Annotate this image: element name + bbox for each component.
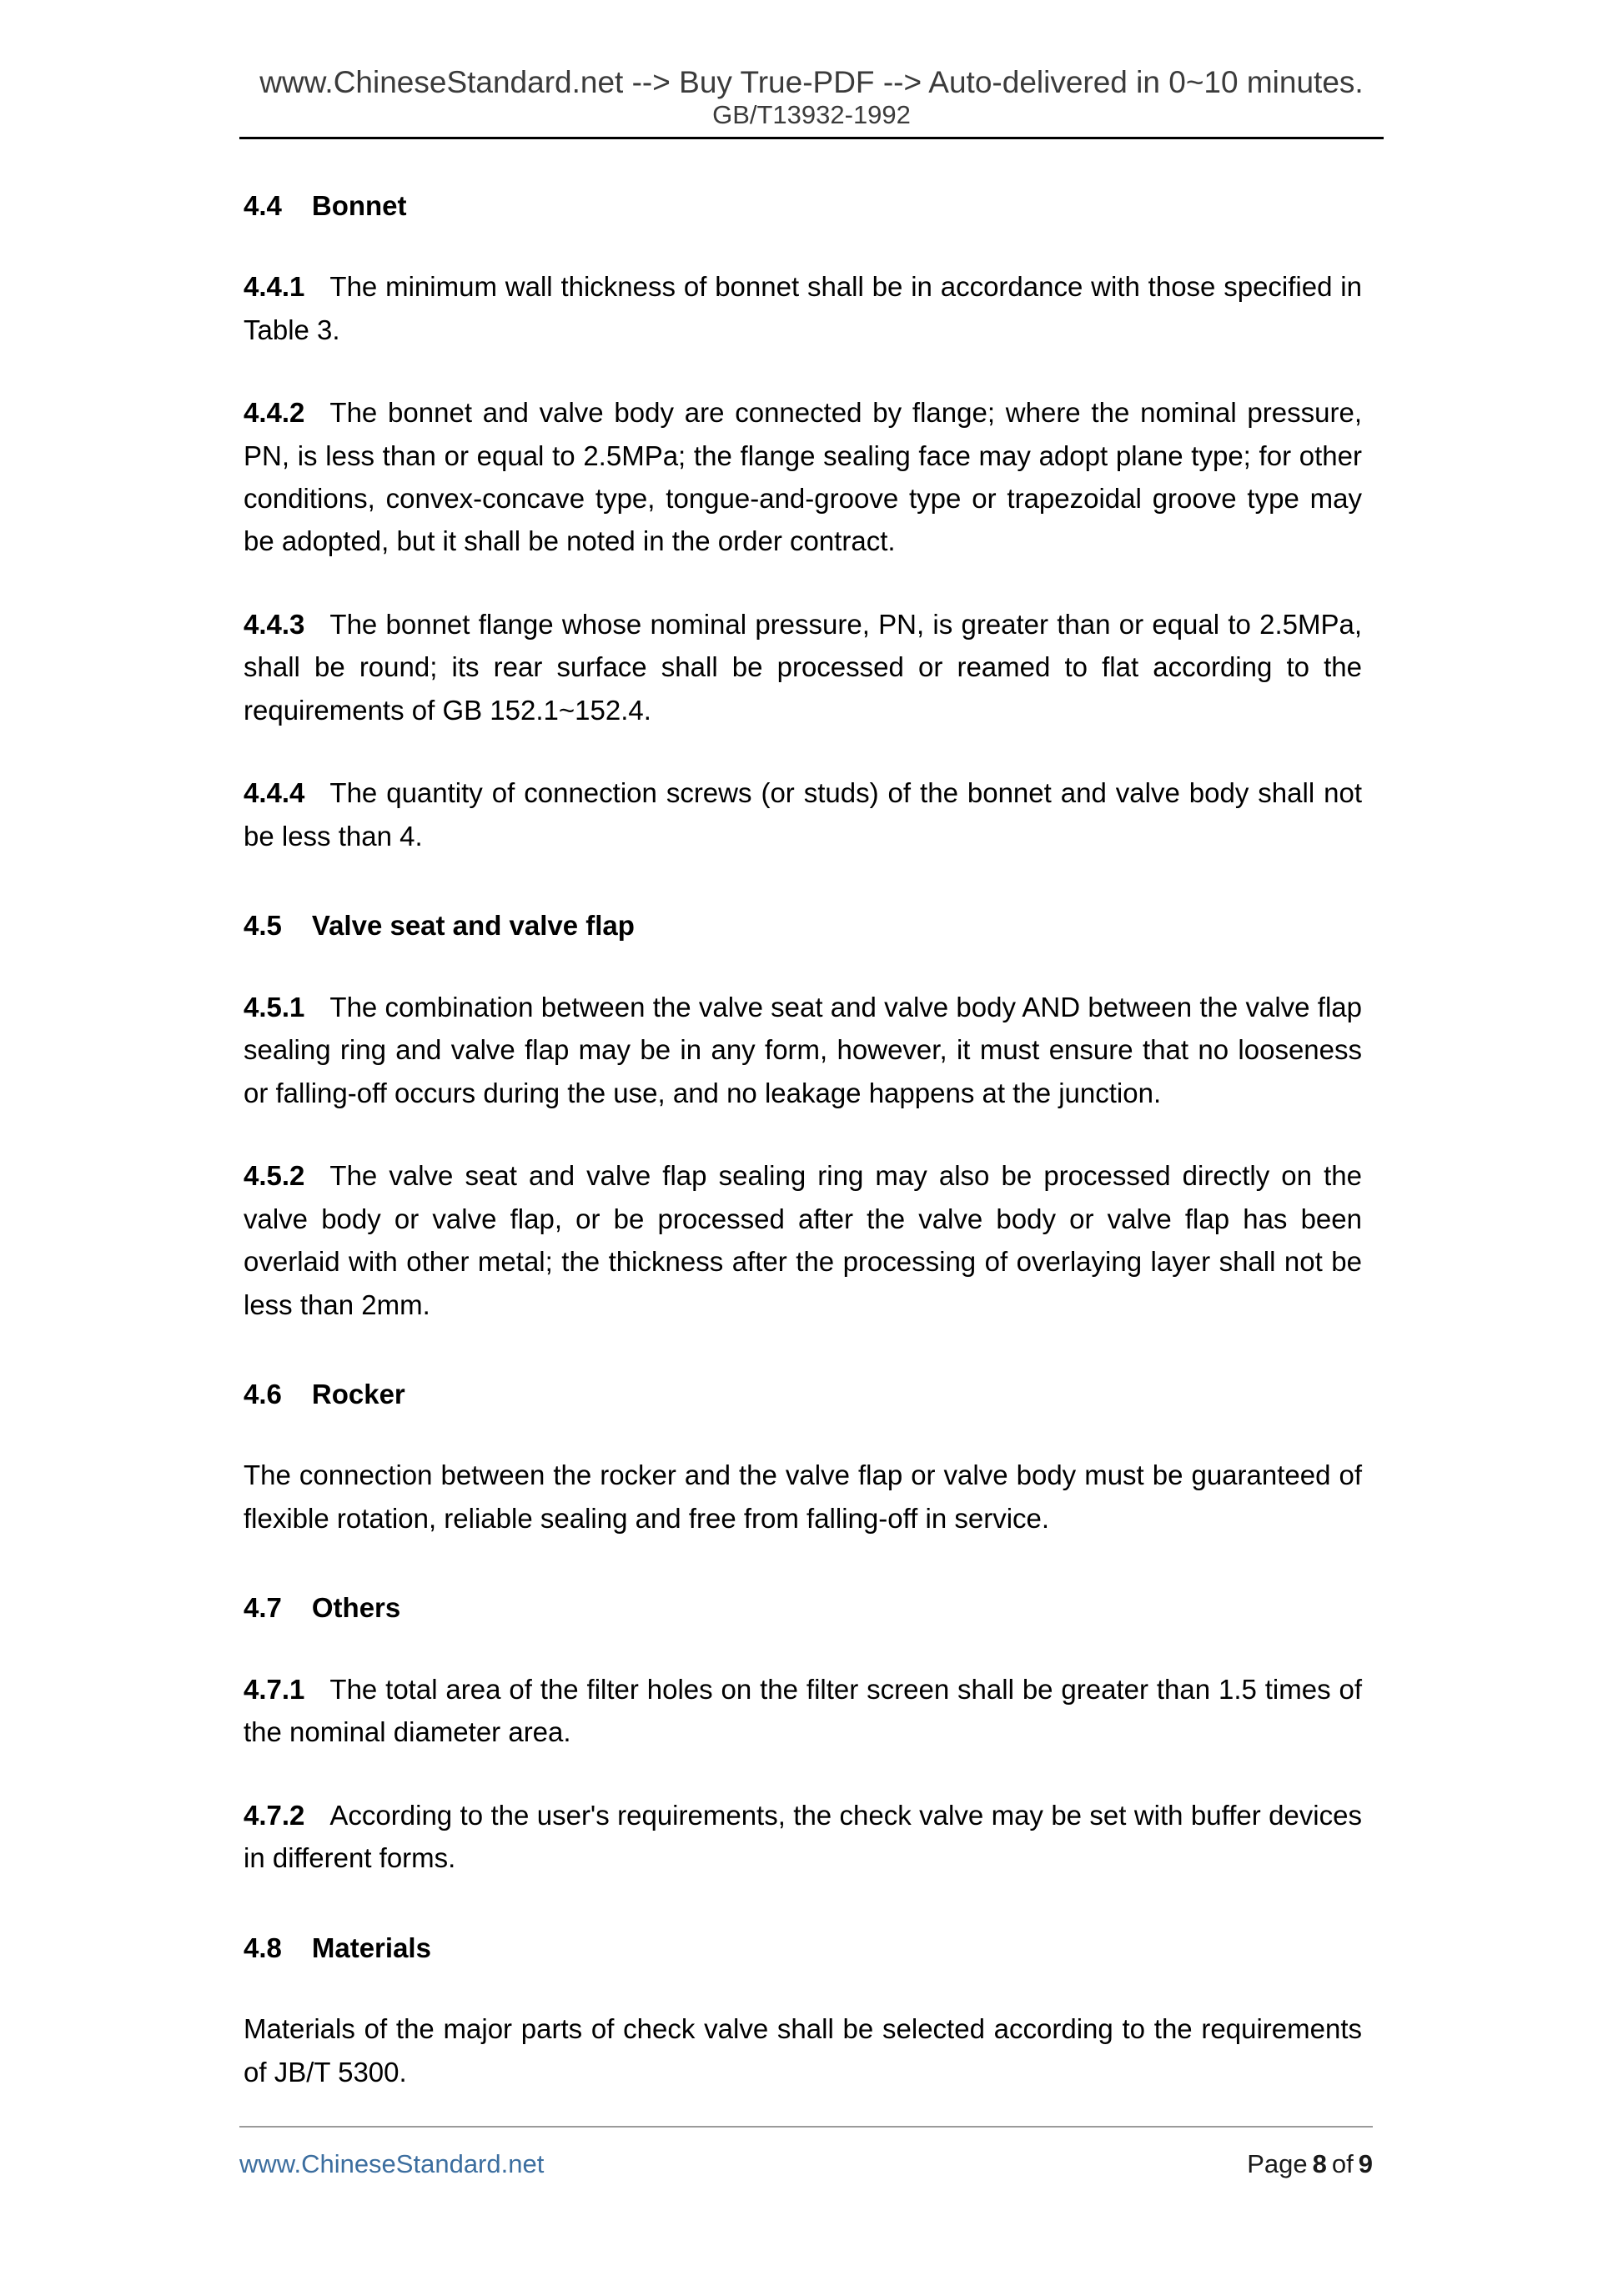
page-header (0, 65, 1623, 139)
page-footer (239, 2126, 1373, 2179)
page-indicator (1247, 2149, 1373, 2179)
clause-paragraph (244, 1154, 1362, 1326)
clause-number: 4.4.2 (244, 397, 305, 429)
clause-text: The bonnet flange whose nominal pressure, PN, is greater than or equal to 2.5MPa, shall be round; its rear surface shall be processed or reamed to flat according to the requirements of GB 152.1~152.4. (244, 608, 1362, 726)
clause-paragraph (244, 391, 1362, 563)
standard-number: GB/T13932-1992 (712, 99, 911, 129)
clause-text: The minimum wall thickness of bonnet shall be in accordance with those specified in Table 3. (244, 271, 1362, 345)
heading-number: 4.5 (244, 910, 282, 942)
heading-title: Valve seat and valve flap (311, 910, 635, 942)
body-paragraph: The connection between the rocker and the valve flap or valve body must be guaranteed of flexible rotation, reliable sealing and free from falling-off in service. (244, 1459, 1362, 1534)
clause-number: 4.5.2 (244, 1160, 305, 1192)
page-indicator-total: 9 (1358, 2149, 1373, 2178)
clause-paragraph (244, 1668, 1362, 1754)
page-indicator-current: 8 (1312, 2149, 1327, 2178)
body-paragraph: Materials of the major parts of check valve shall be selected according to the requirements of JB/T 5300. (244, 2013, 1362, 2088)
clause-number: 4.7.2 (244, 1799, 305, 1831)
document-body (244, 184, 1362, 2094)
page-indicator-prefix: Page (1247, 2149, 1308, 2178)
section-heading (244, 904, 1362, 947)
section-heading (244, 1373, 1362, 1415)
heading-title: Materials (311, 1932, 431, 1963)
footer-divider (239, 2126, 1373, 2128)
clause-text: The valve seat and valve flap sealing ring may also be processed directly on the valve body or valve flap, or be processed after the valve body or valve flap has been overlaid with other metal; the thickness after the processing of overlaying layer shall not be less than 2mm. (244, 1160, 1362, 1320)
clause-number: 4.4.4 (244, 777, 305, 809)
clause-text: The quantity of connection screws (or studs) of the bonnet and valve body shall not be less than 4. (244, 777, 1362, 852)
footer-site-link[interactable]: www.ChineseStandard.net (239, 2149, 545, 2178)
clause-number: 4.4.3 (244, 608, 305, 640)
clause-text: The total area of the filter holes on the filter screen shall be greater than 1.5 times of the nominal diameter area. (244, 1673, 1362, 1748)
section-heading (244, 1927, 1362, 1969)
page-indicator-separator: of (1331, 2149, 1354, 2178)
clause-paragraph (244, 603, 1362, 731)
heading-number: 4.8 (244, 1932, 282, 1963)
clause-number: 4.5.1 (244, 991, 305, 1022)
heading-number: 4.6 (244, 1379, 282, 1410)
clause-number: 4.7.1 (244, 1673, 305, 1705)
clause-text: According to the user's requirements, the check valve may be set with buffer devices in different forms. (244, 1799, 1362, 1874)
clause-text: The combination between the valve seat and valve body AND between the valve flap sealing ring and valve flap may be in any form, however, it must ensure that no looseness or falling-off occurs during the use, and no leakage happens at the junction. (244, 991, 1362, 1108)
heading-title: Rocker (311, 1379, 405, 1410)
header-banner-text: www.ChineseStandard.net --> Buy True-PDF --> Auto-delivered in 0~10 minutes. (259, 65, 1364, 99)
clause-number: 4.4.1 (244, 271, 305, 303)
clause-paragraph (244, 265, 1362, 351)
clause-paragraph (244, 986, 1362, 1114)
header-divider (239, 137, 1384, 139)
heading-number: 4.4 (244, 189, 282, 221)
clause-paragraph (244, 1794, 1362, 1880)
section-heading (244, 1586, 1362, 1629)
heading-title: Bonnet (311, 189, 407, 221)
clause-text: The bonnet and valve body are connected by flange; where the nominal pressure, PN, is less than or equal to 2.5MPa; the flange sealing face may adopt plane type; for other conditions, convex-concave type, tongue-and-groove type or trapezoidal groove type may be adopted, but it shall be noted in the order contract. (244, 397, 1362, 557)
heading-number: 4.7 (244, 1592, 282, 1624)
clause-paragraph (244, 771, 1362, 857)
heading-title: Others (311, 1592, 401, 1624)
section-heading (244, 184, 1362, 227)
